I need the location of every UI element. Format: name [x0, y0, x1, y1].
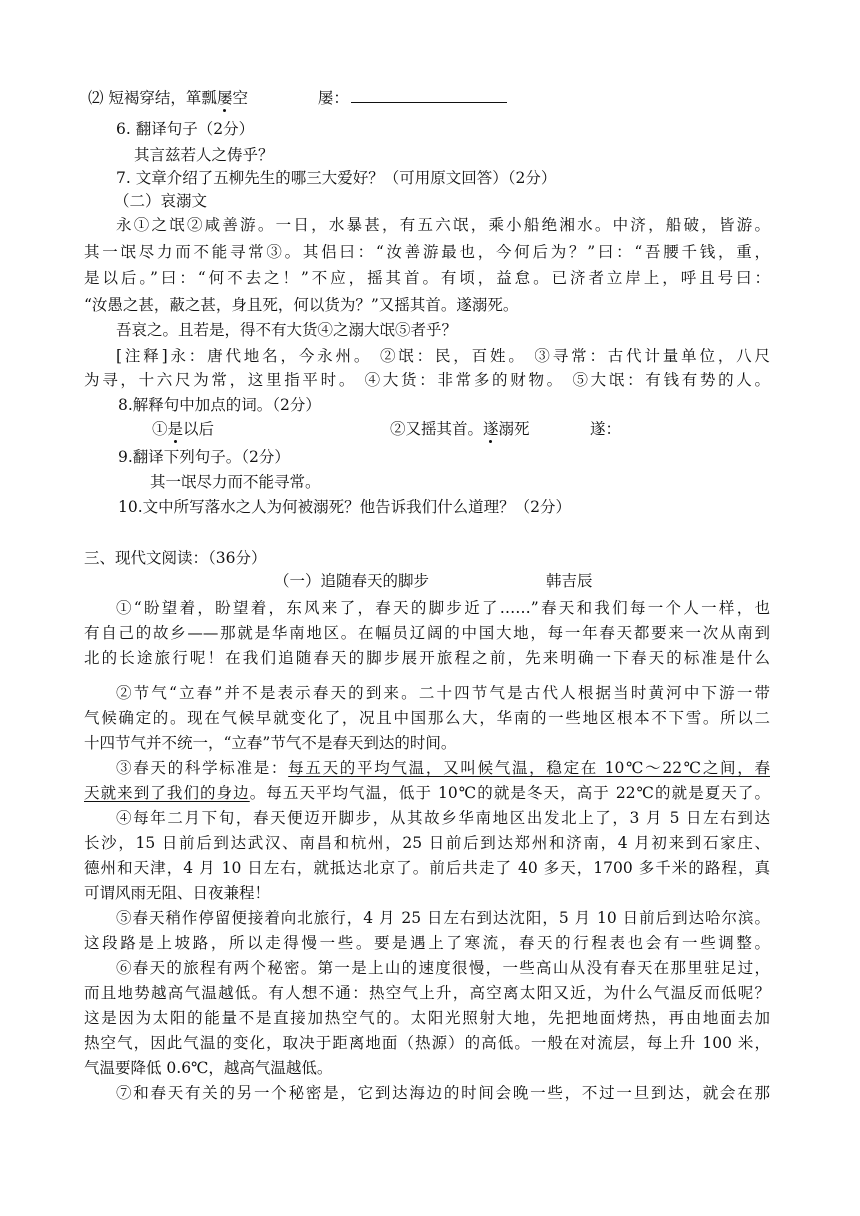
article-line: ②节气“立春”并不是表示春天的到来。二十四节气是古代人根据当时黄河中下游一带	[116, 684, 770, 702]
article-line: ⑦和春天有关的另一个秘密是，它到达海边的时间会晚一些，不过一旦到达，就会在那	[116, 1084, 770, 1102]
article-title: （一）追随春天的脚步	[274, 572, 430, 590]
article-line: 这是因为太阳的能量不是直接加热空气的。太阳光照射大地，先把地面烤热，再由地面去加	[84, 1009, 770, 1027]
passage2-note: 为寻，十六尺为常，这里指平时。 ④大货：非常多的财物。 ⑤大氓：有钱有势的人。	[84, 371, 770, 389]
q8-item-2: ②又摇其首。遂溺死	[390, 420, 530, 438]
answer-blank[interactable]	[351, 88, 507, 103]
article-line: 热空气，因此气温的变化，取决于距离地面（热源）的高低。一般在对流层，每上升 100 米，	[84, 1034, 770, 1052]
q8-title: 8.解释句中加点的词。（2分）	[118, 396, 321, 414]
passage2-line: “汝愚之甚，蔽之甚，身且死，何以货为？”又摇其首。遂溺死。	[84, 296, 519, 314]
q5-item-2-label: 屡：	[317, 89, 349, 107]
q7-title: 7. 文章介绍了五柳先生的哪三大爱好？（可用原文回答）（2分）	[116, 169, 557, 187]
underlined-text: 每五天的平均气温，又叫候气温，稳定在 10℃～22℃之间，春	[288, 759, 770, 777]
article-line: 而且地势越高气温越低。有人想不通：热空气上升，高空离太阳又近，为什么气温反而低呢？	[84, 984, 770, 1002]
passage2-line: 其一氓尽力而不能寻常③。其侣曰：“汝善游最也，今何后为？”曰：“吾腰千钱，重，	[84, 243, 770, 261]
underlined-text: 天就来到了我们的身边	[84, 784, 250, 802]
article-line: 气候确定的。现在气候早就变化了，况且中国那么大，华南的一些地区根本不下雪。所以二	[84, 709, 770, 727]
q9-title: 9.翻译下列句子。（2分）	[118, 448, 290, 466]
article-line: ⑤春天稍作停留便接着向北旅行，4 月 25 日左右到达沈阳，5 月 10 日前后到达哈尔滨。	[116, 909, 770, 927]
article-line-p3	[84, 758, 770, 778]
passage2-line: 吾哀之。且若是，得不有大货④之溺大氓⑤者乎？	[116, 321, 458, 339]
q8-label: 遂：	[590, 420, 622, 438]
p3-rest: 。每五天平均气温，低于 10℃的就是冬天，高于 22℃的就是夏天了。	[249, 784, 770, 802]
article-line: 气温要降低 0.6℃，越高气温越低。	[84, 1059, 333, 1077]
q5-item-2	[88, 88, 507, 108]
article-line: 可谓风雨无阻、日夜兼程！	[84, 884, 271, 902]
passage2-note: [注释]永：唐代地名，今永州。 ②氓：民，百姓。 ③寻常：古代计量单位，八尺	[116, 347, 770, 365]
p3-prefix: ③春天的科学标准是：	[116, 759, 289, 777]
article-line: ⑥春天的旅程有两个秘密。第一是上山的速度很慢，一些高山从没有春天在那里驻足过，	[116, 959, 770, 977]
q9-sentence: 其一氓尽力而不能寻常。	[150, 473, 321, 491]
dot-char: 遂	[483, 420, 499, 438]
article-line-p3b	[84, 783, 770, 803]
section3-title: 三、现代文阅读：（36分）	[84, 549, 267, 567]
article-line: 有自己的故乡——那就是华南地区。在幅员辽阔的中国大地，每一年春天都要来一次从南到	[84, 624, 770, 642]
passage2-line: 是以后。”曰：“何不去之！”不应，摇其首。有顷，益怠。已济者立岸上，呼且号曰：	[84, 269, 770, 287]
article-line: 德州和天津，4 月 10 日左右，就抵达北京了。前后共走了 40 多天，1700 多千米的路程，真	[84, 859, 770, 877]
dot-char: 是	[167, 420, 184, 438]
article-line: 长沙，15 日前后到达武汉、南昌和杭州，25 日前后到达郑州和济南，4 月初来到石家庄、	[84, 834, 770, 852]
article-line: 北的长途旅行呢！在我们追随春天的脚步展开旅程之前，先来明确一下春天的标准是什么	[84, 649, 770, 667]
passage2-line: 永①之氓②咸善游。一日，水暴甚，有五六氓，乘小船绝湘水。中济，船破，皆游。	[116, 216, 770, 234]
article-line: 十四节气并不统一，“立春”节气不是春天到达的时间。	[84, 734, 457, 752]
article-line: ①“盼望着，盼望着，东风来了，春天的脚步近了……”春天和我们每一个人一样，也	[116, 599, 770, 617]
passage2-title: （二）哀溺文	[114, 192, 208, 210]
q8-item-1: ①是以后	[152, 420, 215, 438]
article-line: ④每年二月下旬，春天便迈开脚步，从其故乡华南地区出发北上了，3 月 5 日左右到达	[116, 809, 770, 827]
q10-title: 10.文中所写落水之人为何被溺死？他告诉我们什么道理？（2分）	[118, 498, 572, 516]
q6-sentence: 其言兹若人之俦乎？	[134, 146, 274, 164]
article-line: 这段路是上坡路，所以走得慢一些。要是遇上了寒流，春天的行程表也会有一些调整。	[84, 934, 770, 952]
q6-title: 6. 翻译句子（2分）	[116, 120, 255, 138]
dot-char: 屡	[216, 89, 233, 107]
article-author: 韩吉辰	[546, 572, 593, 590]
q5-item-2-text: ⑵ 短褐穿结，箪瓢屡空	[88, 89, 248, 107]
